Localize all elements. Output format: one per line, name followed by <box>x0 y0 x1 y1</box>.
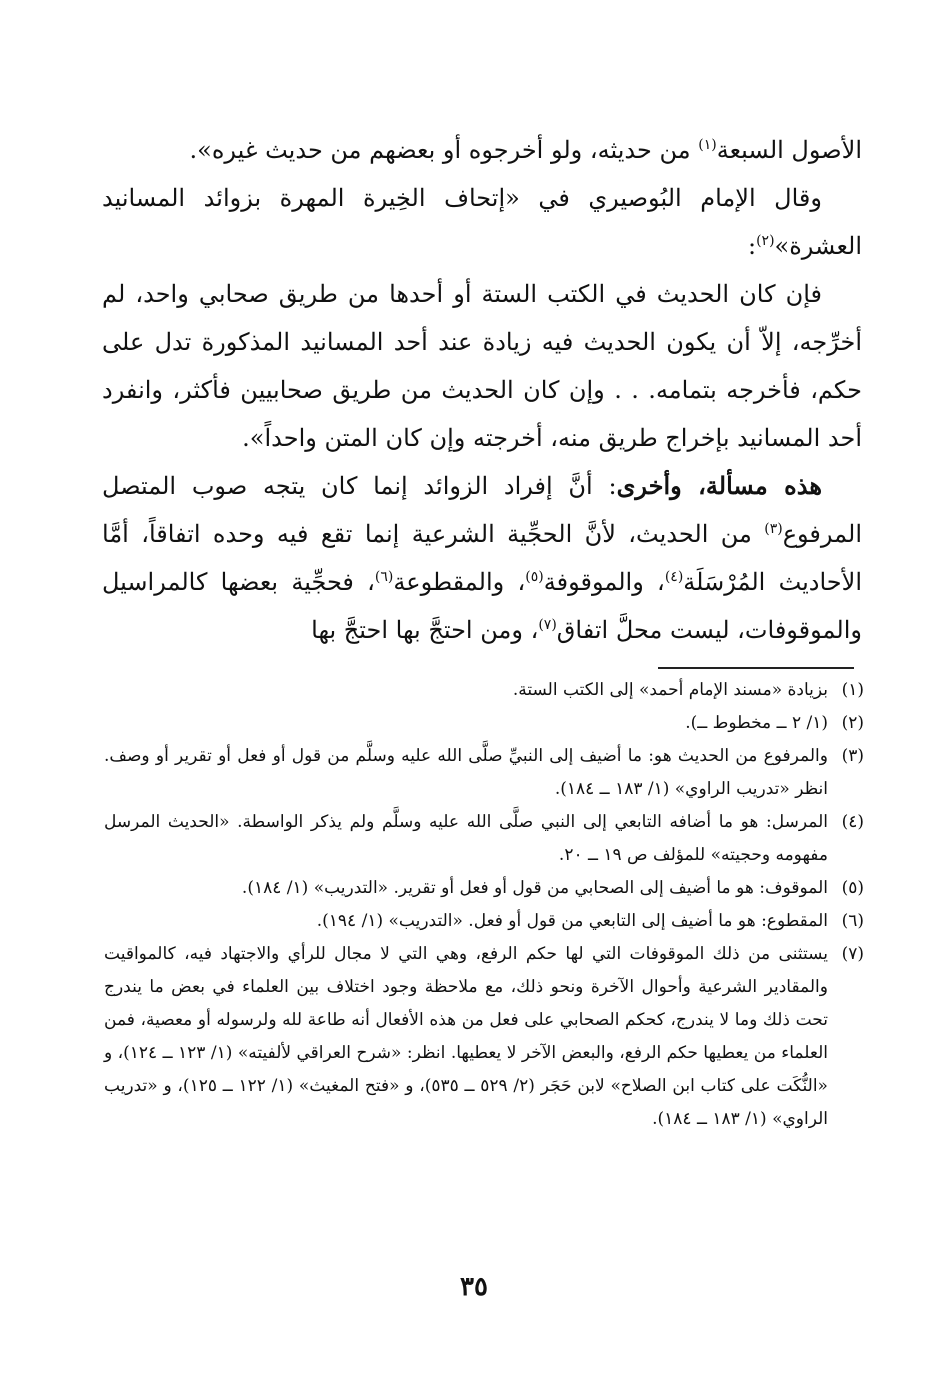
paragraph-4-text-d: ، والمقطوعة <box>393 568 526 596</box>
footnote-ref-1: (١) <box>698 137 717 153</box>
footnote-number: (٣) <box>841 746 864 766</box>
footnote-text: والمرفوع من الحديث هو: ما أضيف إلى النبيِّ صلَّى الله عليه وسلَّم من قول أو فعل أو تقرير أو وصف. انظر «تدريب الراوي» (١/ ١٨٣ ــ ١٨٤). <box>104 746 828 799</box>
footnote-ref-3: (٣) <box>764 521 783 537</box>
paragraph-1-text-a: الأصول السبعة <box>716 136 862 164</box>
footnote-text: بزيادة «مسند الإمام أحمد» إلى الكتب الستة. <box>512 680 828 700</box>
footnote-ref-7: (٧) <box>538 617 557 633</box>
footnote-6 <box>104 905 864 938</box>
paragraph-1 <box>102 126 862 174</box>
quote-paragraph: فإن كان الحديث في الكتب الستة أو أحدها من طريق صحابي واحد، لم أخرِّجه، إلاّ أن يكون الحديث فيه زيادة عند أحد المسانيد المذكورة تدل على حكم، فأخرجه بتمامه. . . وإن كان الحديث من طريق صحابيين فأكثر، وانفرد أحد المسانيد بإخراج طريق منه، أخرجته وإن كان المتن واحداً». <box>102 280 862 452</box>
footnote-number: (٥) <box>841 878 864 898</box>
paragraph-4-bold-lead: هذه مسألة، وأخرى <box>616 471 822 500</box>
main-text-body <box>102 126 862 654</box>
footnote-5 <box>104 872 864 905</box>
paragraph-2 <box>102 174 862 270</box>
footnote-number: (٢) <box>841 713 864 733</box>
paragraph-4-text-e: ، فحجِّية بعضها كالمراسيل والموقوفات، ليست محلَّ اتفاق <box>102 568 862 644</box>
footnote-7 <box>104 938 864 1136</box>
footnote-number: (٦) <box>841 911 864 931</box>
page-number: ٣٥ <box>460 1272 488 1302</box>
footnote-number: (٤) <box>841 812 864 832</box>
footnote-ref-2: (٢) <box>756 233 775 249</box>
paragraph-4-text-f: ، ومن احتجَّ بها احتجَّ بها <box>311 616 539 644</box>
paragraph-2-text-b: : <box>747 232 757 260</box>
footnote-separator <box>658 667 854 669</box>
paragraph-1-text-b: من حديثه، ولو أخرجوه أو بعضهم من حديث غيره». <box>189 136 699 164</box>
footnote-ref-6: (٦) <box>374 569 394 585</box>
footnote-2 <box>104 707 864 740</box>
footnote-text: المقطوع: هو ما أضيف إلى التابعي من قول أو فعل. «التدريب» (١/ ١٩٤). <box>316 911 828 931</box>
paragraph-4-text-b: من الحديث، لأنَّ الحجِّية الشرعية إنما تقع فيه وحده اتفاقاً، أمَّا الأحاديث المُرْسَلَة <box>102 520 863 596</box>
footnote-text: المرسل: هو ما أضافه التابعي إلى النبي صلَّى الله عليه وسلَّم ولم يذكر الواسطة. «الحديث المرسل مفهومه وحجيته» للمؤلف ص ١٩ ــ ٢٠. <box>104 812 828 865</box>
paragraph-2-text-a: وقال الإمام البُوصيري في «إتحاف الخِيرة المهرة بزوائد المسانيد العشرة» <box>102 184 862 260</box>
paragraph-4-text-a: : أنَّ إفراد الزوائد إنما كان يتجه صوب المتصل المرفوع <box>102 472 862 548</box>
footnote-3 <box>104 740 864 806</box>
footnote-ref-4: (٤) <box>664 569 684 585</box>
footnote-text: (١/ ٢ ــ مخطوط ــ). <box>685 713 828 733</box>
paragraph-4-text-c: ، والموقوفة <box>543 568 665 596</box>
footnote-ref-5: (٥) <box>525 569 544 585</box>
footnote-4 <box>104 806 864 872</box>
footnote-1 <box>104 674 864 707</box>
footnotes-section <box>104 674 864 1136</box>
footnote-text: الموقوف: هو ما أضيف إلى الصحابي من قول أو فعل أو تقرير. «التدريب» (١/ ١٨٤). <box>241 878 828 898</box>
paragraph-4 <box>102 462 862 654</box>
footnote-text: يستثنى من ذلك الموقوفات التي لها حكم الرفع، وهي التي لا مجال للرأي والاجتهاد فيه، كالمواقيت والمقادير الشرعية وأحوال الآخرة ونحو ذلك، مع ملاحظة وجود اختلاف بين العلماء في بعض ما يندرج تحت ذلك وما لا يندرج، كحكم الصحابي على فعل من هذه الأفعال أنه طاعة لله ولرسوله أو معصية، فمن العلماء من يعطيها حكم الرفع، والبعض الآخر لا يعطيها. انظر: «شرح العراقي لألفيته» (١/ ١٢٣ ــ ١٢٤)، و «النُّكَت على كتاب ابن الصلاح» لابن حَجَر (٢/ ٥٢٩ ــ ٥٣٥)، و «فتح المغيث» (١/ ١٢٢ ــ ١٢٥)، و «تدريب الراوي» (١/ ١٨٣ ــ ١٨٤). <box>104 944 828 1129</box>
footnote-number: (١) <box>841 680 864 700</box>
footnote-number: (٧) <box>841 944 864 964</box>
